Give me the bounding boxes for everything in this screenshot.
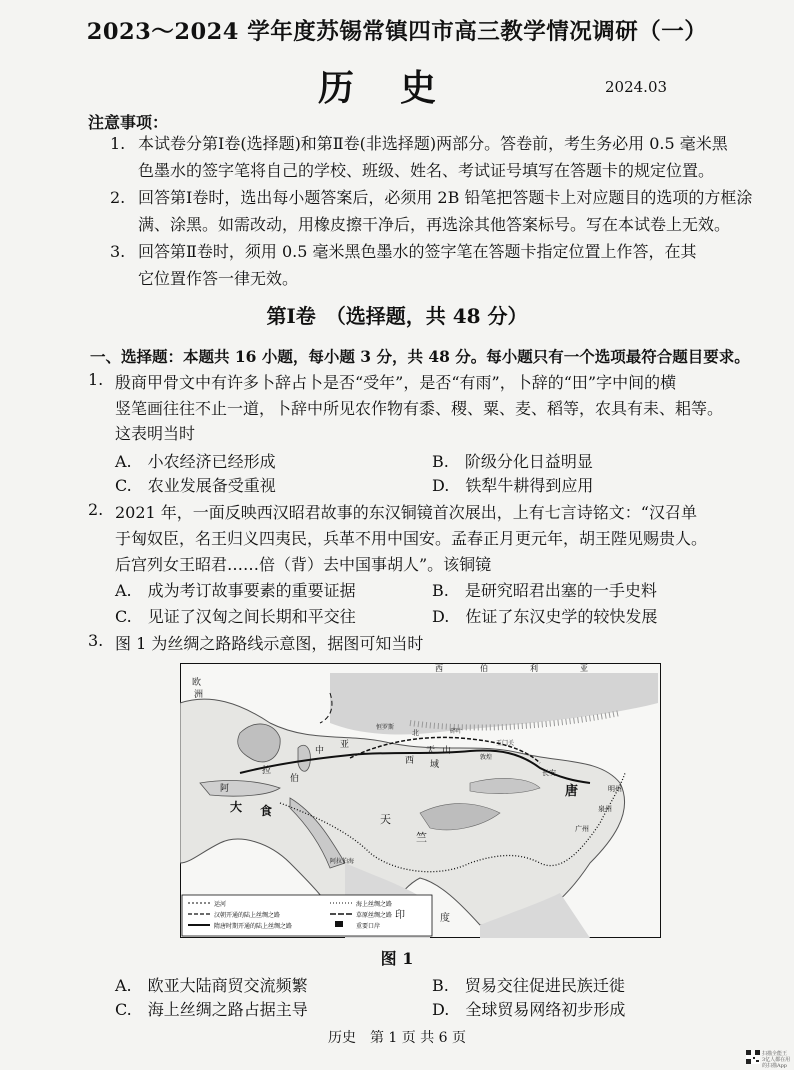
legend-port: 重要口岸 — [356, 923, 381, 930]
question-number: 2. — [88, 500, 104, 519]
option-d[interactable]: D. 佐证了东汉史学的较快发展 — [432, 607, 658, 626]
map-label: 中 — [315, 746, 325, 756]
qr-code-icon — [746, 1050, 760, 1064]
map-label: 阿 — [220, 784, 230, 794]
map-label: 唐 — [565, 784, 579, 799]
question-text: 竖笔画往往不止一道，卜辞中所见农作物有黍、稷、粟、麦、稻等，农具有耒、耜等。 — [115, 399, 724, 418]
map-label: 长安 — [542, 769, 556, 777]
map-label: 明州 — [608, 785, 622, 793]
page-footer: 历史 第 1 页 共 6 页 — [327, 1030, 467, 1046]
question-text: 后宫列女王昭君……倍（背）去中国事胡人”。该铜镜 — [115, 555, 492, 574]
notice-heading: 注意事项： — [88, 113, 169, 132]
legend-han-route: 汉朝开通的陆上丝绸之路 — [214, 912, 281, 919]
map-label: 洲 — [194, 690, 204, 700]
map-label: 伯 — [480, 664, 488, 673]
map-label: 利 — [530, 664, 538, 673]
question-text: 这表明当时 — [115, 424, 196, 443]
notice-line: 色墨水的签字笔将自己的学校、班级、姓名、考试证号填写在答题卡的规定位置。 — [138, 161, 715, 180]
map-label: 度 — [440, 913, 450, 924]
map-label: 拉 — [262, 766, 272, 776]
map-label: 亚 — [580, 664, 588, 673]
legend-canal: 运河 — [214, 901, 227, 908]
question-number: 3. — [88, 631, 104, 650]
question-number: 1. — [88, 370, 104, 389]
notice-num: 2. — [110, 188, 126, 207]
map-label: 亚 — [340, 740, 350, 750]
notice-num: 1. — [110, 134, 126, 153]
notice-item-3 — [110, 241, 697, 263]
option-b[interactable]: B. 阶级分化日益明显 — [432, 452, 593, 471]
map-label: 敦煌 — [480, 754, 493, 761]
scanner-watermark — [762, 1051, 794, 1069]
legend-steppe-route: 草原丝绸之路 — [356, 912, 393, 919]
watermark-line: 扫描全能王 — [762, 1051, 788, 1057]
map-label: 西 — [435, 664, 443, 673]
option-b[interactable]: B. 贸易交往促进民族迁徙 — [432, 976, 625, 995]
map-label: 玉门关 — [496, 740, 515, 747]
map-label: 域 — [430, 760, 440, 770]
map-label: 泉州 — [598, 805, 612, 813]
option-a[interactable]: A. 小农经济已经形成 — [115, 452, 276, 471]
legend-sui-tang-route: 隋唐时期开通的陆上丝绸之路 — [214, 923, 293, 930]
option-c[interactable]: C. 海上丝绸之路占据主导 — [115, 1000, 308, 1019]
watermark-line: 3亿人都在用的扫描App — [762, 1057, 791, 1069]
map-label: 印 — [395, 910, 405, 921]
question-text: 图 1 为丝绸之路路线示意图，据图可知当时 — [115, 634, 424, 653]
map-label: 食 — [260, 804, 273, 818]
exam-title: 2023～2024 学年度苏锡常镇四市高三教学情况调研（一） — [86, 19, 708, 45]
map-label: 山 — [442, 746, 452, 756]
map-label: 伯 — [290, 774, 300, 784]
option-a[interactable]: A. 成为考订故事要素的重要证据 — [115, 581, 356, 600]
notice-item-1 — [110, 133, 728, 155]
map-label: 碎叶 — [450, 728, 463, 735]
map-label: 阿拉伯海 — [330, 858, 355, 865]
legend-maritime-route: 海上丝绸之路 — [356, 901, 393, 908]
question-text: 殷商甲骨文中有许多卜辞占卜是否“受年”，是否“有雨”，卜辞的“田”字中间的横 — [115, 373, 677, 392]
map-label: 广州 — [575, 825, 589, 833]
subject-title: 历史 — [318, 67, 483, 109]
silk-road-map — [180, 663, 661, 938]
map-label: 竺 — [416, 831, 427, 844]
option-c[interactable]: C. 农业发展备受重视 — [115, 476, 276, 495]
notice-item-2 — [110, 187, 753, 209]
option-d[interactable]: D. 全球贸易网络初步形成 — [432, 1000, 626, 1019]
exam-date: 2024.03 — [605, 78, 668, 96]
question-group-header: 一、选择题：本题共 16 小题，每小题 3 分，共 48 分。每小题只有一个选项最符合题目要求。 — [90, 347, 750, 366]
map-label: 恒罗斯 — [376, 724, 395, 731]
notice-line: 它位置作答一律无效。 — [138, 269, 299, 288]
option-d[interactable]: D. 铁犁牛耕得到应用 — [432, 476, 594, 495]
map-label: 天 — [380, 813, 391, 826]
notice-line: 本试卷分第Ⅰ卷(选择题)和第Ⅱ卷(非选择题)两部分。答卷前，考生务必用 0.5 毫米黑 — [138, 134, 728, 153]
map-label: 北 — [412, 729, 419, 737]
notice-line: 满、涂黑。如需改动，用橡皮擦干净后，再选涂其他答案标号。写在本试卷上无效。 — [138, 215, 731, 234]
figure-caption: 图 1 — [380, 949, 414, 968]
map-label: 大 — [230, 800, 243, 814]
map-label: 天 — [426, 746, 436, 756]
question-text: 2021 年，一面反映西汉昭君故事的东汉铜镜首次展出，上有七言诗铭文：“汉召单 — [115, 503, 697, 522]
question-text: 于匈奴臣，名王归义四夷民，兵革不用中国安。孟春正月更元年，胡王陛见赐贵人。 — [115, 529, 708, 548]
notice-line: 回答第Ⅱ卷时，须用 0.5 毫米黑色墨水的签字笔在答题卡指定位置上作答，在其 — [138, 242, 697, 261]
option-b[interactable]: B. 是研究昭君出塞的一手史料 — [432, 581, 657, 600]
option-a[interactable]: A. 欧亚大陆商贸交流频繁 — [115, 976, 308, 995]
notice-line: 回答第Ⅰ卷时，选出每小题答案后，必须用 2B 铅笔把答题卡上对应题目的选项的方框涂 — [138, 188, 753, 207]
notice-num: 3. — [110, 242, 126, 261]
map-label: 西 — [405, 756, 415, 766]
map-label: 欧 — [192, 678, 202, 688]
section-title: 第Ⅰ卷 （选择题，共 48 分） — [266, 304, 528, 328]
option-c[interactable]: C. 见证了汉匈之间长期和平交往 — [115, 607, 356, 626]
